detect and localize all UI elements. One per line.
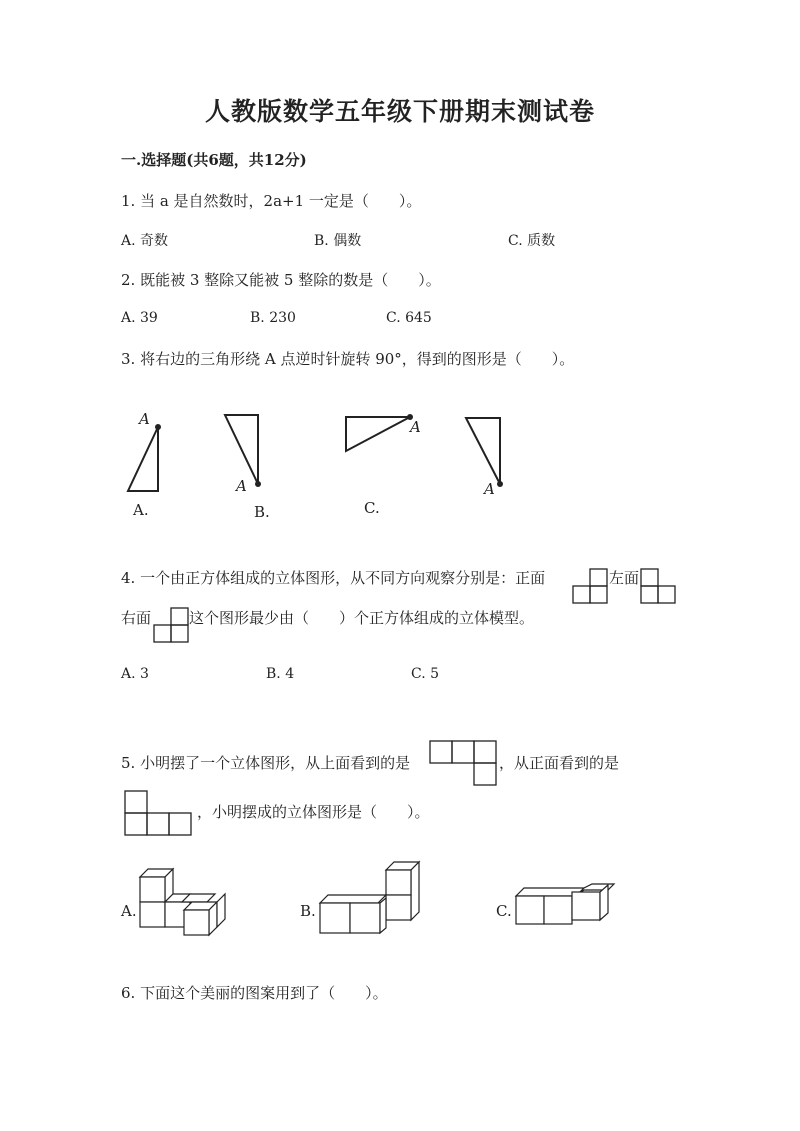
question-4-left-label: 左面 (609, 569, 640, 587)
question-5-line1a: 5. 小明摆了一个立体图形，从上面看到的是 (121, 754, 411, 772)
q1-option-b: B. 偶数 (314, 233, 362, 249)
question-3: 3. 将右边的三角形绕 A 点逆时针旋转 90°，得到的图形是（ ）。 (121, 350, 575, 368)
q5-option-label-c: C. (496, 902, 512, 920)
q4-option-a: A. 3 (121, 666, 149, 682)
q3-point-label-c: A (484, 480, 495, 498)
q5-option-c-cubes (514, 882, 624, 942)
q1-option-c: C. 质数 (508, 233, 556, 249)
q5-option-a-cubes (138, 865, 238, 940)
q4-option-c: C. 5 (411, 666, 440, 682)
question-2: 2. 既能被 3 整除又能被 5 整除的数是（ ）。 (121, 271, 441, 289)
q3-point-label-a: A (236, 477, 247, 495)
question-4-front: 4. 一个由正方体组成的立体图形，从不同方向观察分别是：正面 (121, 569, 546, 587)
q5-option-label-b: B. (300, 902, 316, 920)
q4-right-view-grid (153, 607, 193, 645)
q3-option-label-c: C. (364, 499, 380, 517)
q3-option-label-b: B. (254, 503, 270, 521)
q2-option-a: A. 39 (121, 310, 158, 326)
q1-option-a: A. 奇数 (121, 233, 169, 249)
q5-top-view-grid (429, 740, 499, 790)
page-title: 人教版数学五年级下册期末测试卷 (204, 97, 595, 126)
question-4-rest: 这个图形最少由（ ）个正方体组成的立体模型。 (189, 609, 535, 627)
q3-original-triangle (120, 405, 180, 505)
q4-option-b: B. 4 (266, 666, 295, 682)
q5-front-view-grid (124, 790, 194, 840)
q4-left-view-grid (640, 568, 680, 606)
q2-option-c: C. 645 (386, 310, 432, 326)
question-5-line2: ，小明摆成的立体图形是（ ）。 (197, 803, 430, 821)
q3-option-label-a: A. (133, 501, 149, 519)
q3-point-label-b: A (410, 418, 421, 436)
section-heading: 一.选择题(共6题，共12分) (121, 151, 307, 169)
question-6: 6. 下面这个美丽的图案用到了（ ）。 (121, 984, 388, 1002)
q2-option-b: B. 230 (250, 310, 296, 326)
q3-option-a-triangle (220, 410, 280, 500)
question-4-right-label: 右面 (121, 609, 152, 627)
q5-option-b-cubes (318, 858, 428, 940)
question-1: 1. 当 a 是自然数时，2a+1 一定是（ ）。 (121, 192, 422, 210)
q4-front-view-grid (572, 568, 612, 606)
q3-point-label-original: A (139, 410, 150, 428)
q5-option-label-a: A. (121, 902, 137, 920)
question-5-line1b: ，从正面看到的是 (499, 754, 620, 772)
